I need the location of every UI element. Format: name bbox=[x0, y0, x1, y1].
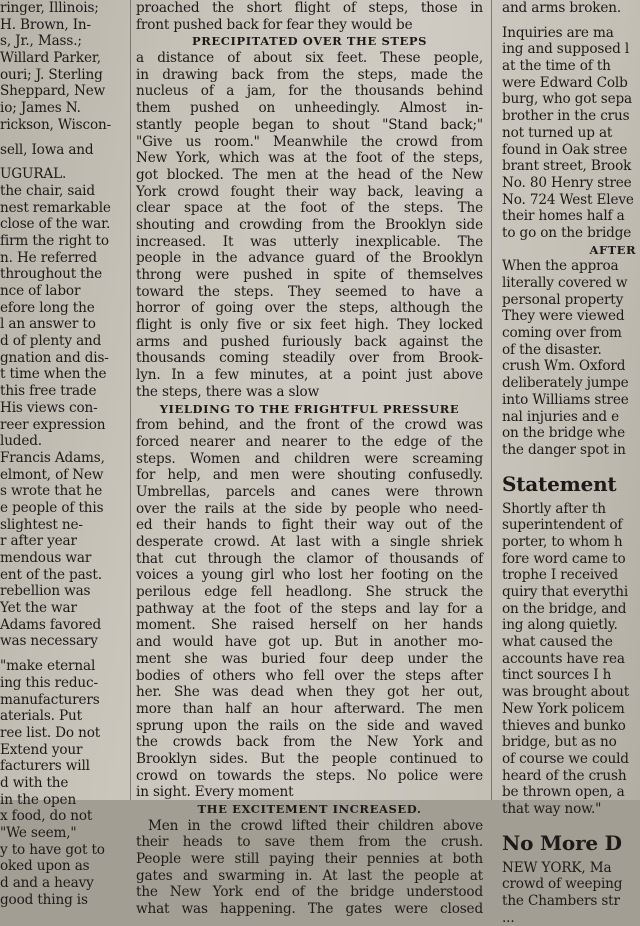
article-line: lyn. In a few minutes, at a point just above bbox=[136, 367, 483, 384]
left-column-line: firm the right to bbox=[0, 232, 109, 249]
right-column-line: superintendent of bbox=[502, 517, 623, 534]
left-column-line: s, Jr., Mass.; bbox=[0, 33, 82, 50]
left-column-line: this free trade bbox=[0, 383, 97, 400]
left-column-line: was necessary bbox=[0, 633, 98, 650]
right-column-line: brother in the crus bbox=[502, 108, 630, 125]
article-line: proached the short flight of steps, those in bbox=[136, 0, 483, 16]
section-subhead: YIELDING TO THE FRIGHTFUL PRESSURE bbox=[159, 401, 460, 416]
left-column-line: sell, Iowa and bbox=[0, 141, 94, 158]
right-column-line: trophe I received bbox=[502, 567, 619, 584]
spacer bbox=[496, 17, 640, 25]
left-column-line: throughout the bbox=[0, 266, 102, 283]
article-line: the crowds back from the New York and bbox=[136, 734, 483, 751]
article-line: for help, and men were shouting confusedly. bbox=[136, 467, 483, 484]
left-column-line: mendous war bbox=[0, 550, 92, 566]
article-line: flight is only five or six feet high. They locked bbox=[136, 317, 483, 334]
middle-column bbox=[132, 0, 487, 918]
spacer bbox=[496, 459, 640, 467]
right-column-line: the Chambers str bbox=[502, 893, 620, 909]
left-column-line: rickson, Wiscon- bbox=[0, 116, 112, 133]
left-column bbox=[0, 0, 128, 908]
left-column-line: "make eternal bbox=[0, 658, 96, 675]
article-line: over the rails at the side by people who need- bbox=[136, 500, 483, 517]
article-line: clear space at the foot of the steps. The bbox=[136, 200, 483, 217]
left-column-line: l an answer to bbox=[0, 316, 96, 333]
article-line: Umbrellas, parcels and canes were thrown bbox=[136, 483, 483, 500]
right-column-line: not turned up at bbox=[502, 124, 613, 141]
article-line: "Give us room." Meanwhile the crowd from bbox=[136, 133, 483, 150]
article-line: her. She was dead when they got her out, bbox=[136, 684, 483, 701]
article-line: voices a young girl who lost her footing on the bbox=[136, 567, 483, 584]
article-line: toward the steps. They seemed to have a bbox=[136, 283, 483, 300]
right-column-line: They were viewed bbox=[502, 308, 625, 325]
left-column-line: "We seem," bbox=[0, 825, 77, 841]
article-line: bodies of others who fell over the steps after bbox=[136, 667, 483, 684]
right-column-line: fore word came to bbox=[502, 550, 626, 567]
left-column-line: rebellion was bbox=[0, 583, 91, 600]
left-column-line bbox=[0, 158, 128, 166]
right-column-line: Inquiries are ma bbox=[502, 24, 614, 41]
article-line: New York, which was at the foot of the steps, bbox=[136, 150, 483, 167]
column-rule-left bbox=[130, 0, 131, 800]
left-column-line: y to have got to bbox=[0, 841, 105, 858]
right-column-line: to go on the bridge bbox=[502, 224, 632, 241]
article-line: crowd on towards the steps. No police were bbox=[136, 767, 483, 784]
left-column-line: nest remarkable bbox=[0, 199, 111, 216]
right-column-line: of course we could bbox=[502, 750, 629, 767]
article-line: more than half an hour afterward. The men bbox=[136, 700, 483, 717]
left-column-line bbox=[0, 650, 128, 658]
left-column-line: good thing is bbox=[0, 891, 88, 908]
article-line: gates and swarming in. At last the people at bbox=[136, 867, 483, 884]
right-column-line: tinct sources I h bbox=[502, 667, 612, 684]
article-line: the New York end of the bridge understood bbox=[136, 884, 483, 901]
article-line: increased. It was utterly inexplicable. The bbox=[136, 233, 483, 250]
article-line: shouting and crowding from the Brooklyn side bbox=[136, 216, 483, 233]
left-column-line: His views con- bbox=[0, 399, 98, 416]
left-column-line: reer expression bbox=[0, 416, 106, 433]
right-column-line: crowd of weeping bbox=[502, 876, 623, 893]
right-column-headline: No More D bbox=[502, 830, 622, 855]
right-column-line: deliberately jumpe bbox=[502, 375, 629, 392]
column-rule-right bbox=[491, 0, 492, 800]
left-column-line: nce of labor bbox=[0, 283, 81, 299]
right-column-line: of the disaster. bbox=[502, 341, 602, 358]
right-column-line: literally covered w bbox=[502, 275, 628, 291]
right-column-line: porter, to whom h bbox=[502, 533, 623, 550]
right-column-line: burg, who got sepa bbox=[502, 91, 632, 108]
left-column-line: gnation and dis- bbox=[0, 349, 109, 366]
right-column-line: quiry that everythi bbox=[502, 584, 629, 600]
left-column-line: ouri; J. Sterling bbox=[0, 66, 103, 83]
section-subhead: PRECIPITATED OVER THE STEPS bbox=[191, 34, 428, 49]
left-column-line: d with the bbox=[0, 774, 69, 791]
left-column-line: d and a heavy bbox=[0, 875, 94, 892]
article-line: that cut through the clamor of thousands of bbox=[136, 550, 483, 567]
left-column-line: Yet the war bbox=[0, 600, 77, 617]
right-column-line: New York policem bbox=[502, 700, 625, 717]
right-column-line: into Williams stree bbox=[502, 391, 629, 408]
left-column-line: s wrote that he bbox=[0, 483, 103, 500]
article-line: horror of going over the steps, although the bbox=[136, 300, 483, 317]
right-column-line: coming over from bbox=[502, 325, 622, 342]
left-column-line: t time when the bbox=[0, 366, 107, 383]
left-column-line: ent of the past. bbox=[0, 566, 102, 583]
spacer bbox=[496, 818, 640, 826]
article-line: from behind, and the front of the crowd was bbox=[136, 417, 483, 434]
right-column-line: what caused the bbox=[502, 634, 613, 651]
left-column-line: facturers will bbox=[0, 758, 90, 775]
right-column-line: thieves and bunko bbox=[502, 717, 626, 734]
left-column-line: Adams favored bbox=[0, 616, 102, 633]
right-column-line: on the bridge whe bbox=[502, 425, 626, 442]
right-column-headline: Statement bbox=[502, 471, 617, 496]
right-column-subhead: AFTER bbox=[589, 242, 636, 257]
article-line: what was happening. The gates were closed bbox=[136, 901, 483, 918]
left-column-line bbox=[0, 134, 128, 142]
right-column-line: NEW YORK, Ma bbox=[502, 859, 612, 876]
right-column-line: No. 80 Henry stree bbox=[502, 174, 632, 191]
left-column-line: close of the war. bbox=[0, 216, 111, 233]
left-column-line: oked upon as bbox=[0, 858, 90, 875]
left-column-line: UGURAL. bbox=[0, 166, 67, 183]
article-line: Brooklyn sides. But the people continued to bbox=[136, 750, 483, 767]
article-line: forced nearer and nearer to the edge of the bbox=[136, 433, 483, 450]
article-line: ment she was buried four deep under the bbox=[136, 650, 483, 667]
article-line: a distance of about six feet. These people, bbox=[136, 50, 483, 67]
article-line: front pushed back for fear they would be bbox=[136, 16, 413, 33]
article-line: their heads to save them from the crush. bbox=[136, 834, 483, 851]
left-column-line: x food, do not bbox=[0, 808, 93, 825]
left-column-line: io; James N. bbox=[0, 100, 81, 117]
left-column-line: H. Brown, In- bbox=[0, 16, 91, 33]
right-column-line: ing along quietly. bbox=[502, 617, 618, 634]
left-column-line: slightest ne- bbox=[0, 516, 83, 533]
right-column-line: the danger spot in bbox=[502, 441, 626, 458]
right-column-line: at the time of th bbox=[502, 58, 611, 75]
left-column-line: r after year bbox=[0, 533, 77, 550]
right-column-line: and arms broken. bbox=[502, 0, 622, 16]
right-column-line: crush Wm. Oxford bbox=[502, 358, 626, 375]
article-line: arms and pushed furiously back against the bbox=[136, 333, 483, 350]
right-column-line: ing and supposed l bbox=[502, 41, 630, 58]
right-column-line: their homes half a bbox=[502, 208, 625, 225]
article-line: perilous edge fell headlong. She struck the bbox=[136, 584, 483, 601]
right-column-line: was brought about bbox=[502, 684, 630, 701]
article-line: throng were pushed in spite of themselves bbox=[136, 267, 483, 283]
right-column-line: bridge, but as no bbox=[502, 734, 617, 751]
left-column-line: d of plenty and bbox=[0, 333, 102, 350]
right-column-line: nal injuries and e bbox=[502, 408, 620, 425]
article-line: Men in the crowd lifted their children above bbox=[148, 817, 483, 834]
left-column-line: n. He referred bbox=[0, 249, 97, 266]
right-column-line: accounts have rea bbox=[502, 650, 625, 667]
right-column-line: found in Oak stree bbox=[502, 141, 628, 158]
article-line: in sight. Every moment bbox=[136, 784, 294, 801]
section-subhead: THE EXCITEMENT INCREASED. bbox=[197, 802, 422, 816]
article-line: stantly people began to shout "Stand back;" bbox=[136, 116, 483, 133]
article-line: and would have got up. But in another mo- bbox=[136, 634, 483, 651]
article-line: steps. Women and children were screaming bbox=[136, 450, 483, 467]
left-column-line: Extend your bbox=[0, 741, 83, 758]
left-column-line: efore long the bbox=[0, 299, 95, 316]
article-line: in drawing back from the steps, made the bbox=[136, 66, 483, 83]
left-column-line: ing this reduc- bbox=[0, 674, 98, 691]
right-column-line: be thrown open, a bbox=[502, 784, 625, 801]
left-column-line: e people of this bbox=[0, 499, 104, 516]
right-column-line: ... bbox=[502, 909, 515, 926]
article-line: pathway at the foot of the steps and lay for a bbox=[136, 600, 483, 617]
article-line: nucleus of a jam, for the thousands behind bbox=[136, 83, 483, 100]
article-line: moment. She raised herself on her hands bbox=[136, 617, 483, 634]
left-column-line: ree list. Do not bbox=[0, 724, 101, 741]
left-column-line: Willard Parker, bbox=[0, 50, 101, 67]
right-column-line: When the approa bbox=[502, 258, 619, 275]
right-column-line: personal property bbox=[502, 291, 624, 308]
left-column-line: the chair, said bbox=[0, 182, 95, 199]
left-column-line: luded. bbox=[0, 433, 42, 450]
right-column-line: No. 724 West Eleve bbox=[502, 191, 634, 208]
right-column-line: brant street, Brook bbox=[502, 158, 632, 175]
article-line: the steps, there was a slow bbox=[136, 383, 320, 400]
right-column-line: were Edward Colb bbox=[502, 74, 628, 91]
left-column-line: aterials. Put bbox=[0, 708, 82, 725]
article-line: people in the advance guard of the Brooklyn bbox=[136, 250, 483, 267]
right-column-line: heard of the crush bbox=[502, 767, 627, 784]
right-column bbox=[496, 0, 640, 926]
article-line: York crowd fought their way back, leaving a bbox=[136, 183, 483, 200]
article-line: them pushed on unheedingly. Almost in- bbox=[136, 100, 483, 117]
left-column-line: elmont, of New bbox=[0, 466, 104, 483]
article-line: sprung upon the rails on the side and waved bbox=[136, 717, 483, 734]
left-column-line: Francis Adams, bbox=[0, 449, 105, 466]
left-column-line: in the open bbox=[0, 791, 77, 808]
article-line: thousands coming steadily over from Brook- bbox=[136, 350, 483, 367]
right-column-line: that way now." bbox=[502, 800, 602, 817]
right-column-line: Shortly after th bbox=[502, 500, 606, 517]
article-line: People were still paying their pennies at both bbox=[136, 851, 483, 868]
article-line: ed their hands to fight their way out of the bbox=[136, 517, 483, 534]
article-line: got blocked. The men at the head of the New bbox=[136, 166, 483, 183]
left-column-line: manufacturers bbox=[0, 691, 100, 708]
left-column-line: ringer, Illinois; bbox=[0, 0, 99, 16]
article-line: desperate crowd. At last with a single shriek bbox=[136, 534, 483, 550]
right-column-line: on the bridge, and bbox=[502, 600, 627, 617]
left-column-line: Sheppard, New bbox=[0, 83, 106, 100]
